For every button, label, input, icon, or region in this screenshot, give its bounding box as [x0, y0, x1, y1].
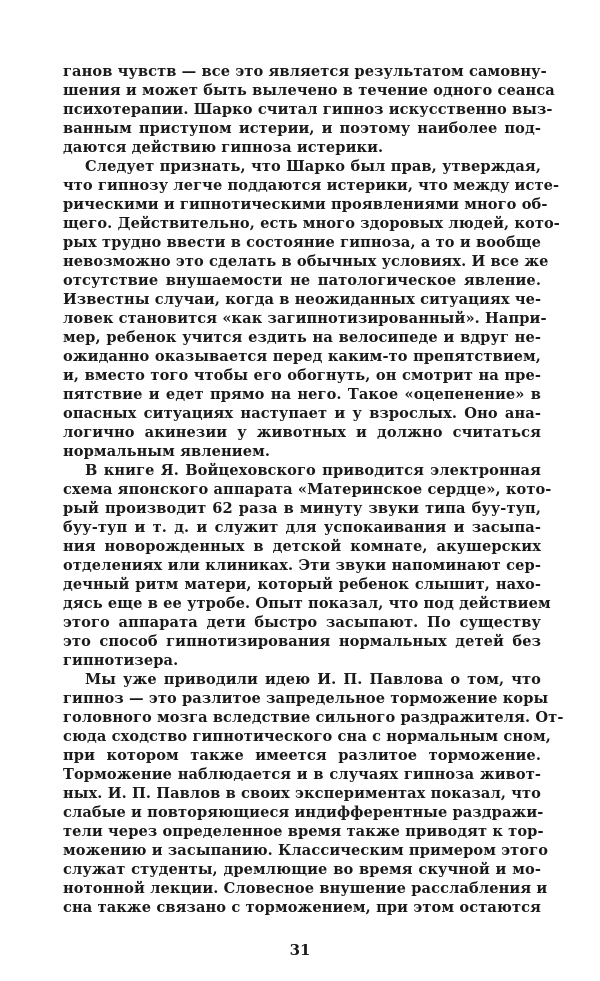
paragraph — [63, 461, 552, 670]
text-line: можению и засыпанию. Классическим примером этого — [63, 842, 549, 859]
text-line: слабые и повторяющиеся индифферентные раздражи- — [63, 804, 544, 821]
text-line: рых трудно ввести в состояние гипноза, а то и вообще — [63, 234, 541, 251]
text-line: ния новорожденных в детской комнате, акушерских — [63, 538, 541, 555]
text-line: дясь еще в ее утробе. Опыт показал, что под действием — [63, 595, 551, 612]
text-line: нотонной лекции. Словесное внушение расслабления и — [63, 880, 548, 897]
page-body — [63, 62, 564, 917]
text-line: логично акинезии у животных и должно считаться — [63, 424, 541, 441]
text-line: и, вместо того чтобы его обогнуть, он смотрит на пре- — [63, 367, 541, 384]
text-line: тели через определенное время также приводят к тор- — [63, 823, 544, 840]
text-line: при котором также имеется разлитое торможение. — [63, 747, 541, 764]
text-line: Торможение наблюдается и в случаях гипноза живот- — [63, 766, 541, 783]
text-line: Следует признать, что Шарко был прав, утверждая, — [85, 158, 541, 175]
text-line: буу-туп и т. д. и служит для успокаивания и засыпа- — [63, 519, 541, 536]
text-line: рическими и гипнотическими проявлениями много об- — [63, 196, 548, 213]
text-line: мер, ребенок учится ездить на велосипеде и вдруг не- — [63, 329, 541, 346]
text-line: головного мозга вследствие сильного раздражителя. От- — [63, 709, 564, 726]
text-line: это способ гипнотизирования нормальных детей без — [63, 633, 541, 650]
text-line: ловек становится «как загипнотизированный». Напри- — [63, 310, 547, 327]
text-line: схема японского аппарата «Материнское сердце», кото- — [63, 481, 552, 498]
text-line: щего. Действительно, есть много здоровых людей, кото- — [63, 215, 560, 232]
text-line: опасных ситуациях наступает и у взрослых. Оно ана- — [63, 405, 541, 422]
text-line: ванным приступом истерии, и поэтому наиболее под- — [63, 120, 541, 137]
text-line: психотерапии. Шарко считал гипноз искусственно выз- — [63, 101, 553, 118]
text-line: ожиданно оказывается перед каким-то препятствием, — [63, 348, 541, 365]
text-line: дечный ритм матери, который ребенок слышит, нахо- — [63, 576, 541, 593]
text-line: рый производит 62 раза в минуту звуки типа буу-туп, — [63, 500, 541, 517]
paragraph — [63, 62, 555, 157]
text-line: сюда сходство гипнотического сна с нормальным сном, — [63, 728, 551, 745]
text-line: нормальным явлением. — [63, 443, 271, 460]
text-line: гипноз — это разлитое запредельное торможение коры — [63, 690, 549, 707]
text-line: даются действию гипноза истерики. — [63, 139, 384, 156]
text-line: невозможно это сделать в обычных условиях. И все же — [63, 253, 549, 270]
text-line: Известны случаи, когда в неожиданных ситуациях че- — [63, 291, 542, 308]
text-line: гипнотизера. — [63, 652, 179, 669]
text-line: пятствие и едет прямо на него. Такое «оцепенение» в — [63, 386, 541, 403]
text-line: отсутствие внушаемости не патологическое явление. — [63, 272, 541, 289]
paragraph — [63, 670, 564, 917]
text-line: служат студенты, дремлющие во время скучной и мо- — [63, 861, 541, 878]
text-line: этого аппарата дети быстро засыпают. По существу — [63, 614, 541, 631]
text-line: ных. И. П. Павлов в своих экспериментах показал, что — [63, 785, 541, 802]
text-line: шения и может быть вылечено в течение одного сеанса — [63, 82, 555, 99]
text-line: сна также связано с торможением, при этом остаются — [63, 899, 541, 916]
text-line: Мы уже приводили идею И. П. Павлова о том, что — [85, 671, 541, 688]
text-line: В книге Я. Войцеховского приводится электронная — [85, 462, 541, 479]
text-line: ганов чувств — все это является результатом самовну- — [63, 63, 547, 80]
text-line: отделениях или клиниках. Эти звуки напоминают сер- — [63, 557, 541, 574]
page-number: 31 — [289, 941, 311, 959]
paragraph — [63, 157, 560, 461]
text-line: что гипнозу легче поддаются истерики, что между исте- — [63, 177, 560, 194]
